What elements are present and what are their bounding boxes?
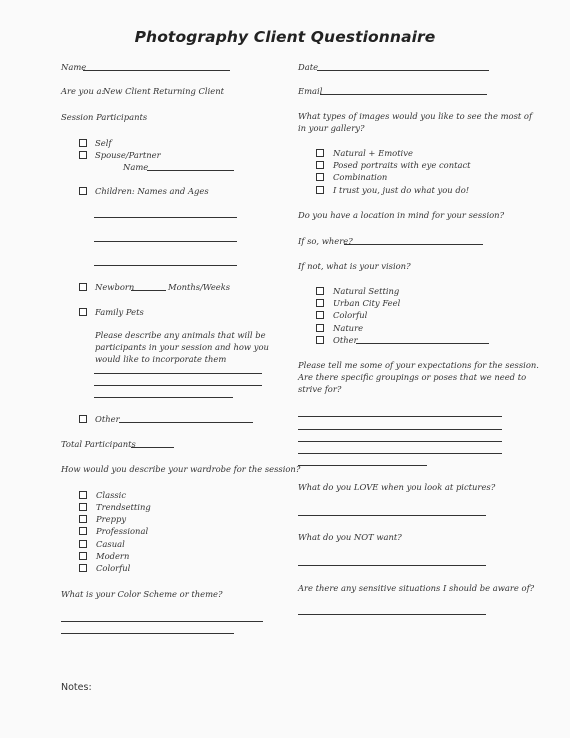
children-field-2[interactable] — [94, 241, 237, 242]
sensitive-question: Are there any sensitive situations I should be aware of? — [298, 583, 535, 593]
spouse-partner-label: Spouse/Partner — [95, 150, 161, 160]
total-participants-field[interactable] — [131, 447, 174, 448]
image-option: Posed portraits with eye contact — [333, 160, 471, 170]
self-label: Self — [95, 138, 112, 148]
self-checkbox[interactable] — [79, 139, 87, 147]
wardrobe-professional-checkbox[interactable] — [79, 527, 87, 535]
color-scheme-field-2[interactable] — [61, 633, 234, 634]
newborn-label: Newborn — [95, 282, 135, 292]
date-label: Date — [298, 62, 319, 72]
wardrobe-preppy-checkbox[interactable] — [79, 515, 87, 523]
pets-field-1[interactable] — [94, 373, 262, 374]
children-field-3[interactable] — [94, 265, 237, 266]
other-participant-field[interactable] — [119, 422, 253, 423]
session-participants-heading: Session Participants — [61, 112, 148, 122]
not-want-question: What do you NOT want? — [298, 532, 402, 542]
expectations-question-line-3: strive for? — [298, 384, 342, 394]
vision-option: Urban City Feel — [333, 298, 401, 308]
trust-you-checkbox[interactable] — [316, 186, 324, 194]
other-vision-checkbox[interactable] — [316, 336, 324, 344]
nature-checkbox[interactable] — [316, 324, 324, 332]
expectations-field-3[interactable] — [298, 441, 502, 442]
color-scheme-field-1[interactable] — [61, 621, 263, 622]
family-pets-checkbox[interactable] — [79, 308, 87, 316]
natural-setting-checkbox[interactable] — [316, 287, 324, 295]
wardrobe-casual-checkbox[interactable] — [79, 540, 87, 548]
expectations-field-1[interactable] — [298, 416, 502, 417]
other-participant-label: Other — [95, 414, 120, 424]
newborn-checkbox[interactable] — [79, 283, 87, 291]
other-participant-checkbox[interactable] — [79, 415, 87, 423]
wardrobe-classic-checkbox[interactable] — [79, 491, 87, 499]
expectations-field-4[interactable] — [298, 453, 502, 454]
image-option: Natural + Emotive — [333, 148, 413, 158]
wardrobe-option: Preppy — [96, 514, 127, 524]
name-label: Name — [61, 62, 87, 72]
wardrobe-option: Casual — [96, 539, 125, 549]
love-field[interactable] — [298, 515, 486, 516]
vision-option: Other — [333, 335, 358, 345]
children-checkbox[interactable] — [79, 187, 87, 195]
spouse-name-label: Name — [123, 162, 149, 172]
notes-label: Notes: — [61, 682, 92, 693]
not-want-field[interactable] — [298, 565, 486, 566]
expectations-question-line-2: Are there specific groupings or poses that we need to — [298, 372, 527, 382]
urban-city-checkbox[interactable] — [316, 299, 324, 307]
pets-field-3[interactable] — [94, 397, 233, 398]
location-question: Do you have a location in mind for your session? — [298, 210, 505, 220]
vision-option: Nature — [333, 323, 364, 333]
spouse-name-field[interactable] — [147, 170, 234, 171]
wardrobe-option: Trendsetting — [96, 502, 151, 512]
months-weeks-label: Months/Weeks — [168, 282, 231, 292]
colorful-vision-checkbox[interactable] — [316, 311, 324, 319]
combination-checkbox[interactable] — [316, 173, 324, 181]
images-question-line-2: in your gallery? — [298, 123, 365, 133]
email-label: Email — [298, 86, 323, 96]
spouse-partner-checkbox[interactable] — [79, 151, 87, 159]
pets-field-2[interactable] — [94, 385, 262, 386]
page-title: Photography Client Questionnaire — [134, 28, 436, 46]
newborn-age-field[interactable] — [131, 290, 166, 291]
image-option: I trust you, just do what you do! — [333, 185, 470, 195]
expectations-question-line-1: Please tell me some of your expectations for the session. — [298, 360, 539, 370]
wardrobe-option: Modern — [96, 551, 130, 561]
other-vision-field[interactable] — [356, 343, 489, 344]
children-label: Children: Names and Ages — [95, 186, 209, 196]
are-you-label: Are you a: — [61, 86, 105, 96]
wardrobe-question: How would you describe your wardrobe for the session? — [61, 464, 301, 474]
if-so-label: If so, where? — [298, 236, 353, 246]
pets-description-line-2: participants in your session and how you — [95, 342, 269, 352]
children-field-1[interactable] — [94, 217, 237, 218]
total-participants-label: Total Participants — [61, 439, 136, 449]
love-question: What do you LOVE when you look at pictures? — [298, 482, 496, 492]
vision-question: If not, what is your vision? — [298, 261, 411, 271]
new-client-option[interactable]: New Client — [103, 86, 151, 96]
pets-description-line-3: would like to incorporate them — [95, 354, 227, 364]
vision-option: Natural Setting — [333, 286, 400, 296]
images-question-line-1: What types of images would you like to see the most of — [298, 111, 533, 121]
name-field[interactable] — [83, 70, 230, 71]
email-field[interactable] — [320, 94, 487, 95]
date-field[interactable] — [317, 70, 489, 71]
color-scheme-question: What is your Color Scheme or theme? — [61, 589, 223, 599]
image-option: Combination — [333, 172, 388, 182]
expectations-field-5[interactable] — [298, 465, 427, 466]
location-field[interactable] — [344, 244, 483, 245]
wardrobe-option: Colorful — [96, 563, 131, 573]
wardrobe-option: Classic — [96, 490, 127, 500]
vision-option: Colorful — [333, 310, 368, 320]
wardrobe-option: Professional — [96, 526, 149, 536]
returning-client-option[interactable]: Returning Client — [153, 86, 224, 96]
natural-emotive-checkbox[interactable] — [316, 149, 324, 157]
pets-description-line-1: Please describe any animals that will be — [95, 330, 266, 340]
family-pets-label: Family Pets — [95, 307, 144, 317]
wardrobe-colorful-checkbox[interactable] — [79, 564, 87, 572]
wardrobe-trendsetting-checkbox[interactable] — [79, 503, 87, 511]
wardrobe-modern-checkbox[interactable] — [79, 552, 87, 560]
sensitive-field[interactable] — [298, 614, 486, 615]
posed-portraits-checkbox[interactable] — [316, 161, 324, 169]
expectations-field-2[interactable] — [298, 429, 502, 430]
